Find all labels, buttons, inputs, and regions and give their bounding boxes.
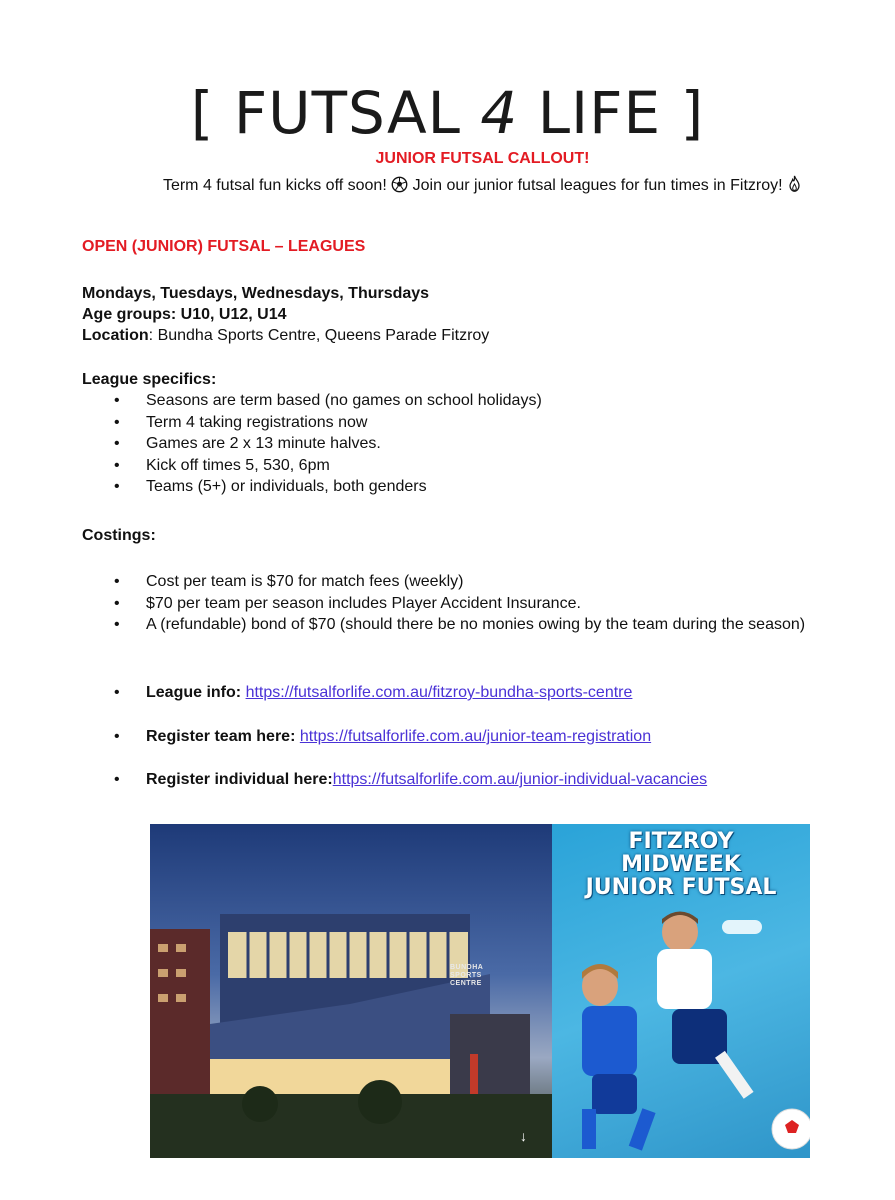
league-age-groups: Age groups: U10, U12, U14 [82, 306, 287, 323]
logo-four: 4 [480, 79, 519, 147]
list-item: • Seasons are term based (no games on school holidays) [114, 390, 542, 412]
location-label: Location [82, 327, 149, 344]
leagues-title: OPEN (JUNIOR) FUTSAL – LEAGUES [82, 238, 366, 255]
league-info-link[interactable]: https://futsalforlife.com.au/fitzroy-bundha-sports-centre [245, 684, 633, 701]
poster-line: JUNIOR FUTSAL [585, 875, 777, 900]
soccer-ball-icon [391, 177, 408, 194]
list-item: • $70 per team per season includes Player Accident Insurance. [114, 593, 834, 615]
list-item: • Teams (5+) or individuals, both genders [114, 476, 542, 498]
futsal-4-life-logo [0, 78, 895, 148]
register-individual-row [114, 771, 707, 789]
building-sign-line: BUNDHA [450, 964, 484, 971]
specifics-list [114, 390, 542, 498]
intro-text [0, 175, 895, 195]
building-sign-line: CENTRE [450, 980, 482, 987]
league-details [82, 283, 489, 346]
league-info-row [114, 684, 632, 702]
costings-title: Costings: [82, 527, 156, 544]
poster-title [552, 830, 810, 899]
logo-text-before: [ FUTSAL [190, 79, 481, 147]
league-info-label: League info: [146, 684, 246, 701]
league-location [82, 325, 489, 346]
costings-list [114, 571, 834, 636]
list-item: • Term 4 taking registrations now [114, 412, 542, 434]
register-team-label: Register team here: [146, 728, 300, 745]
list-item: • A (refundable) bond of $70 (should there be no monies owing by the team during the season) [114, 614, 834, 636]
fire-icon [787, 177, 802, 194]
building-sign-line: SPORTS [450, 972, 482, 979]
list-item: • Cost per team is $70 for match fees (weekly) [114, 571, 834, 593]
register-team-row [114, 728, 651, 746]
list-item: • Kick off times 5, 530, 6pm [114, 455, 542, 477]
download-arrow-icon[interactable]: ↓ [520, 1128, 527, 1144]
callout-title: JUNIOR FUTSAL CALLOUT! [375, 150, 590, 167]
league-days: Mondays, Tuesdays, Wednesdays, Thursdays [82, 285, 430, 302]
logo-text-after: LIFE ] [518, 79, 705, 147]
specifics-title: League specifics: [82, 371, 217, 388]
building-sign [450, 964, 483, 988]
location-value: : Bundha Sports Centre, Queens Parade Fitzroy [148, 327, 490, 344]
register-individual-label: Register individual here: [146, 771, 333, 788]
register-team-link[interactable]: https://futsalforlife.com.au/junior-team-registration [299, 728, 652, 745]
junior-futsal-poster [552, 824, 810, 1158]
list-item: • Games are 2 x 13 minute halves. [114, 433, 542, 455]
poster-line: FITZROY [628, 829, 734, 854]
register-individual-link[interactable]: https://futsalforlife.com.au/junior-individual-vacancies [332, 771, 708, 788]
intro-part2: Join our junior futsal leagues for fun times in Fitzroy! [408, 177, 788, 194]
intro-part1: Term 4 futsal fun kicks off soon! [162, 177, 392, 194]
poster-line: MIDWEEK [621, 852, 741, 877]
bundha-sports-centre-photo [150, 824, 552, 1158]
